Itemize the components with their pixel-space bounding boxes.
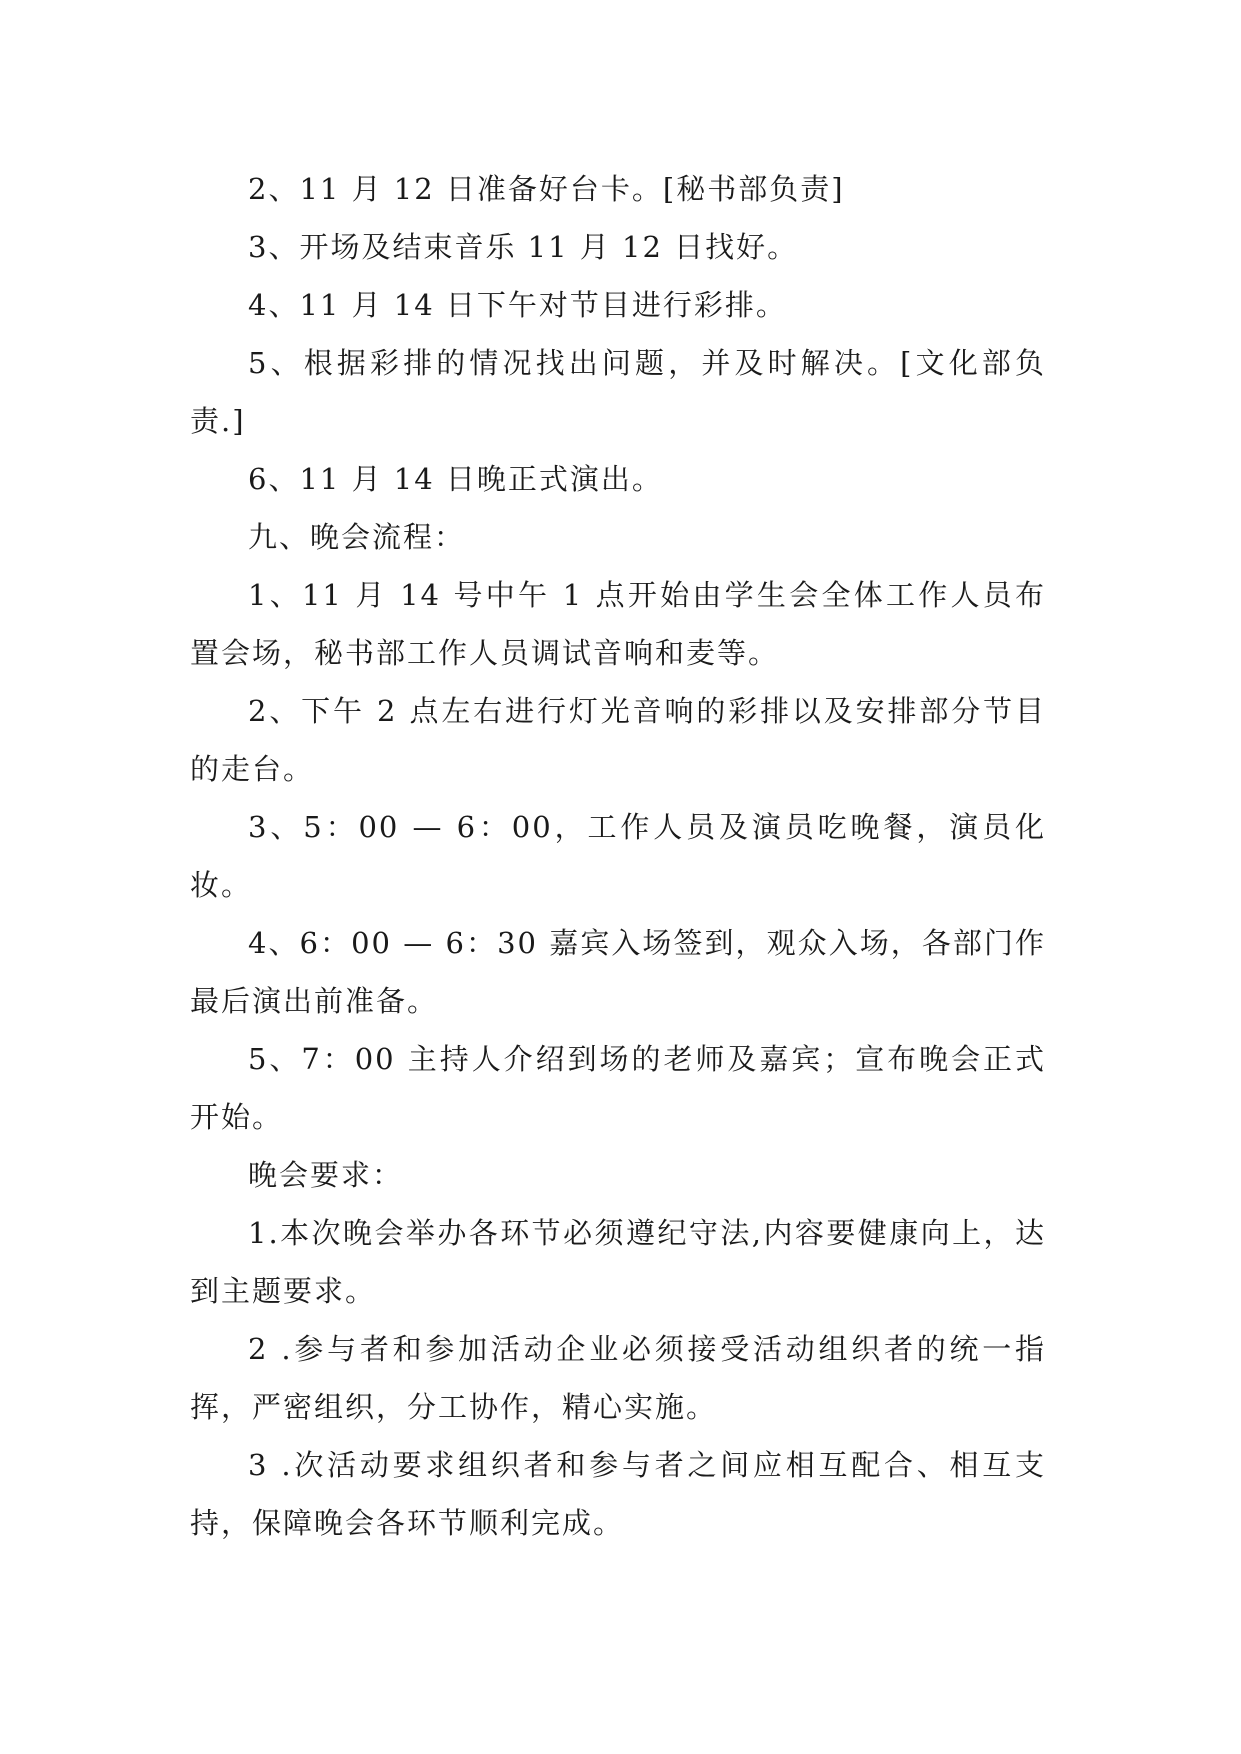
flow-item-5: 5、7：00 主持人介绍到场的老师及嘉宾；宣布晚会正式开始。 [190, 1042, 1046, 1134]
flow-item-2: 2、下午 2 点左右进行灯光音响的彩排以及安排部分节目的走台。 [190, 694, 1046, 786]
paragraph-item-6: 6、11 月 14 日晚正式演出。 [248, 462, 663, 496]
requirement-item-2: 2 .参与者和参加活动企业必须接受活动组织者的统一指挥，严密组织，分工协作，精心实施。 [190, 1332, 1046, 1424]
section-heading-requirements: 晚会要求： [248, 1158, 404, 1192]
flow-item-1: 1、11 月 14 号中午 1 点开始由学生会全体工作人员布置会场，秘书部工作人员调试音响和麦等。 [190, 578, 1046, 670]
flow-item-3: 3、5：00 — 6：00，工作人员及演员吃晚餐，演员化妆。 [190, 810, 1046, 902]
section-heading-flow: 九、晚会流程： [248, 520, 466, 554]
paragraph-item-3: 3、开场及结束音乐 11 月 12 日找好。 [248, 230, 799, 264]
requirement-item-1: 1.本次晚会举办各环节必须遵纪守法,内容要健康向上，达到主题要求。 [190, 1216, 1046, 1308]
requirement-item-3: 3 .次活动要求组织者和参与者之间应相互配合、相互支持，保障晚会各环节顺利完成。 [190, 1448, 1046, 1540]
paragraph-item-4: 4、11 月 14 日下午对节目进行彩排。 [248, 288, 787, 322]
flow-item-4: 4、6：00 — 6：30 嘉宾入场签到，观众入场，各部门作最后演出前准备。 [190, 926, 1046, 1018]
document-body [190, 160, 1046, 1552]
paragraph-item-2: 2、11 月 12 日准备好台卡。[秘书部负责] [248, 172, 845, 206]
paragraph-item-5: 5、根据彩排的情况找出问题，并及时解决。[文化部负责.] [190, 346, 1046, 438]
